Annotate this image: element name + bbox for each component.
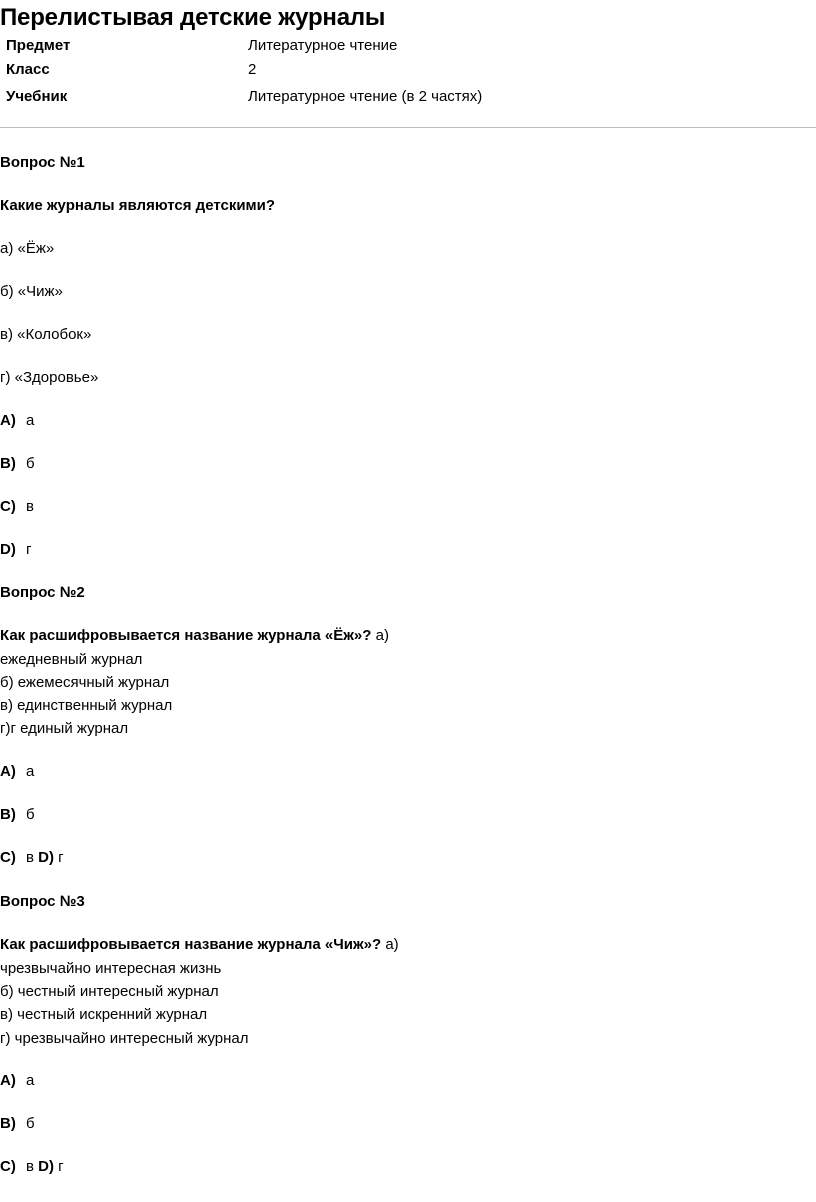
q1-answer-c[interactable] <box>0 498 34 516</box>
q1-answer-b[interactable] <box>0 455 35 473</box>
q1-answer-d[interactable] <box>0 541 31 559</box>
q1-answer-a[interactable] <box>0 412 34 430</box>
q3-answer-c-d-line <box>0 1158 64 1176</box>
answer-letter: B) <box>0 1115 16 1132</box>
answer-text: а <box>26 1072 35 1089</box>
answer-text: б <box>26 1115 35 1132</box>
answer-text: б <box>26 806 35 823</box>
q3-answer-c[interactable] <box>0 1158 34 1175</box>
q3-option-b: б) честный интересный журнал <box>0 983 219 1000</box>
q1-option-b: б) «Чиж» <box>0 283 63 300</box>
answer-letter: D) <box>38 1158 54 1175</box>
q1-heading: Вопрос №1 <box>0 154 85 171</box>
q2-option-c: в) единственный журнал <box>0 697 173 714</box>
answer-text: а <box>26 412 35 429</box>
q1-option-a: а) «Ёж» <box>0 240 55 257</box>
q2-option-a: ежедневный журнал <box>0 651 143 668</box>
answer-letter: D) <box>38 849 54 866</box>
answer-text: г <box>58 849 64 866</box>
q1-question: Какие журналы являются детскими? <box>0 197 276 214</box>
answer-letter: C) <box>0 849 16 866</box>
q3-option-a: чрезвычайно интересная жизнь <box>0 960 222 977</box>
answer-letter: C) <box>0 498 16 515</box>
answer-letter: A) <box>0 1072 16 1089</box>
q2-question: Как расшифровывается название журнала «Ёж»? <box>0 627 372 644</box>
q2-question-tail: а) <box>371 627 389 644</box>
q3-answer-d[interactable] <box>38 1158 63 1175</box>
answer-letter: C) <box>0 1158 16 1175</box>
q2-option-d: г)г единый журнал <box>0 720 129 737</box>
q2-question-line <box>0 627 389 645</box>
answer-letter: D) <box>0 541 16 558</box>
answer-text: г <box>26 541 32 558</box>
q3-option-c: в) честный искренний журнал <box>0 1006 208 1023</box>
meta-textbook-value: Литературное чтение (в 2 частях) <box>248 88 483 105</box>
page-title: Перелистывая детские журналы <box>0 4 386 31</box>
meta-subject-label: Предмет <box>6 37 71 54</box>
q2-answer-c-d-line <box>0 849 64 867</box>
q2-heading: Вопрос №2 <box>0 584 85 601</box>
meta-class-label: Класс <box>6 61 50 78</box>
q1-option-d: г) «Здоровье» <box>0 369 99 386</box>
q3-question-line <box>0 936 399 954</box>
header-divider <box>0 127 816 128</box>
q2-answer-c[interactable] <box>0 849 34 866</box>
answer-letter: B) <box>0 455 16 472</box>
answer-text: а <box>26 763 35 780</box>
q3-question-tail: а) <box>381 936 399 953</box>
meta-class-value: 2 <box>248 61 257 78</box>
q3-answer-b[interactable] <box>0 1115 35 1133</box>
answer-text: г <box>58 1158 64 1175</box>
q2-answer-b[interactable] <box>0 806 35 824</box>
q2-answer-a[interactable] <box>0 763 34 781</box>
q3-option-d: г) чрезвычайно интересный журнал <box>0 1030 249 1047</box>
meta-textbook-label: Учебник <box>6 88 68 105</box>
answer-text: б <box>26 455 35 472</box>
answer-text: в <box>26 498 34 515</box>
q1-option-c: в) «Колобок» <box>0 326 92 343</box>
answer-letter: B) <box>0 806 16 823</box>
meta-subject-value: Литературное чтение <box>248 37 398 54</box>
answer-text: в <box>26 1158 34 1175</box>
answer-text: в <box>26 849 34 866</box>
q3-heading: Вопрос №3 <box>0 893 85 910</box>
answer-letter: A) <box>0 763 16 780</box>
q3-answer-a[interactable] <box>0 1072 34 1090</box>
q3-question: Как расшифровывается название журнала «Чиж»? <box>0 936 382 953</box>
q2-answer-d[interactable] <box>38 849 63 866</box>
q2-option-b: б) ежемесячный журнал <box>0 674 170 691</box>
answer-letter: A) <box>0 412 16 429</box>
